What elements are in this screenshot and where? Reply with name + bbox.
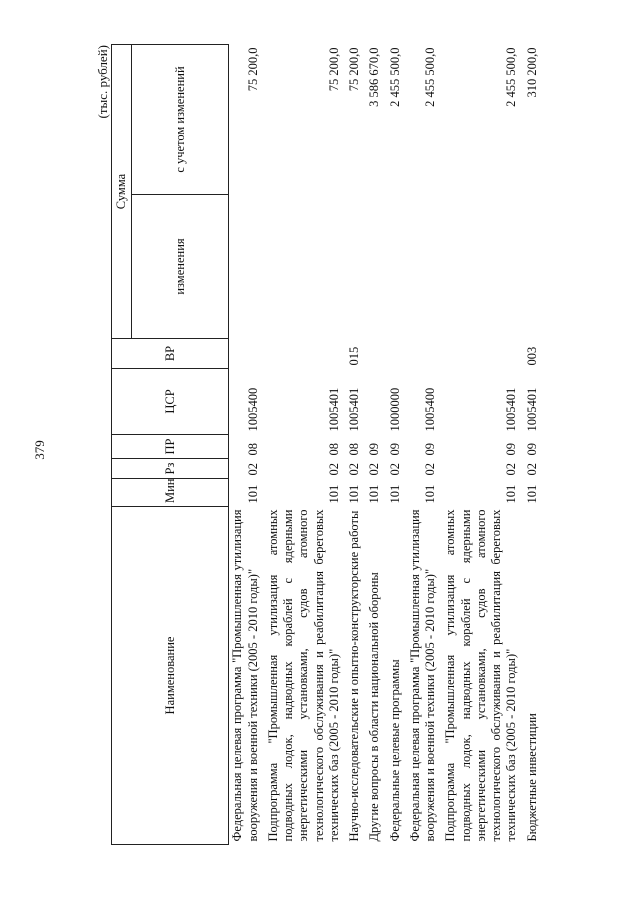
rotated-page-content xyxy=(95,45,575,845)
cell-changes xyxy=(407,195,443,339)
cell-rz: 02 xyxy=(347,463,361,476)
cell-rz: 02 xyxy=(423,463,437,476)
cell-min: 101 xyxy=(367,484,382,504)
cell-pr: 09 xyxy=(423,443,437,456)
table-row xyxy=(387,45,407,845)
cell-vr xyxy=(366,339,386,369)
cell-vr: 003 xyxy=(524,346,539,366)
header-sum: Сумма xyxy=(112,45,132,339)
table-row xyxy=(229,45,265,845)
cell-rz: 02 xyxy=(326,463,341,476)
cell-rz: 02 xyxy=(245,463,260,476)
header-changes: изменения xyxy=(132,195,229,339)
budget-table xyxy=(111,44,544,845)
cell-pr: 09 xyxy=(504,443,519,456)
cell-min: 101 xyxy=(504,484,519,504)
cell-total: 310 200,0 xyxy=(524,47,539,98)
header-csr: ЦСР xyxy=(112,369,229,435)
cell-csr xyxy=(366,369,386,435)
header-with-changes: с учетом изменений xyxy=(132,45,229,195)
units-label: (тыс. рублей) xyxy=(95,45,110,119)
cell-name: Подпрограмма "Промышленная утилизация атомных подводных лодок, надводных кораблей с ядерными энергетическими установками, судов атомного технологического обслуживания и реабилитация береговых технических баз (2005 - 2010 годы)" xyxy=(443,509,519,842)
cell-pr: 08 xyxy=(245,443,260,456)
cell-pr: 09 xyxy=(387,443,402,456)
cell-vr xyxy=(229,339,265,369)
cell-csr: 1005400 xyxy=(245,387,260,432)
cell-rz: 02 xyxy=(504,463,519,476)
cell-rz: 02 xyxy=(367,463,382,476)
table-body xyxy=(229,45,544,845)
cell-total: 2 455 500,0 xyxy=(387,47,402,107)
cell-changes xyxy=(387,195,407,339)
cell-name: Другие вопросы в области национальной обороны xyxy=(367,572,382,842)
table-row xyxy=(265,45,346,845)
header-pr: ПР xyxy=(112,435,229,459)
cell-pr: 08 xyxy=(326,443,341,456)
cell-min: 101 xyxy=(347,484,361,504)
cell-changes xyxy=(442,195,523,339)
table-row xyxy=(366,45,386,845)
cell-changes xyxy=(346,195,366,339)
cell-vr xyxy=(265,339,346,369)
cell-total: 75 200,0 xyxy=(245,47,260,92)
cell-pr: 09 xyxy=(524,443,539,456)
cell-min: 101 xyxy=(524,484,539,504)
cell-csr: 1005401 xyxy=(504,387,519,432)
cell-name: Научно-исследовательские и опытно-конструкторские работы xyxy=(347,510,361,842)
cell-rz: 02 xyxy=(524,463,539,476)
cell-csr: 1005401 xyxy=(524,387,539,432)
cell-csr: 1005400 xyxy=(423,387,437,432)
cell-changes xyxy=(524,195,544,339)
header-name: Наименование xyxy=(112,507,229,845)
cell-total: 75 200,0 xyxy=(347,47,361,92)
cell-vr xyxy=(387,339,407,369)
cell-csr: 1005401 xyxy=(326,387,341,432)
header-min: Мин xyxy=(112,479,229,507)
cell-csr: 1005401 xyxy=(347,387,361,432)
cell-pr: 08 xyxy=(347,443,361,456)
cell-changes xyxy=(366,195,386,339)
header-vr: ВР xyxy=(112,339,229,369)
cell-name: Федеральные целевые программы xyxy=(387,659,402,842)
cell-min: 101 xyxy=(423,484,437,504)
table-row xyxy=(346,45,366,845)
cell-min: 101 xyxy=(387,484,402,504)
cell-vr: 015 xyxy=(347,346,361,366)
table-row xyxy=(524,45,544,845)
cell-rz: 02 xyxy=(387,463,402,476)
cell-csr: 1000000 xyxy=(387,387,402,432)
header-rz: Рз xyxy=(112,459,229,479)
cell-vr xyxy=(407,339,443,369)
cell-total: 3 586 670,0 xyxy=(367,47,382,107)
cell-name: Федеральная целевая программа "Промышленная утилизация вооружения и военной техники (2005 - 2010 годы)" xyxy=(230,509,260,842)
cell-name: Подпрограмма "Промышленная утилизация атомных подводных лодок, надводных кораблей с ядерными энергетическими установками, судов атомного технологического обслуживания и реабилитация береговых технических баз (2005 - 2010 годы)" xyxy=(265,509,341,842)
budget-sheet xyxy=(95,45,575,845)
cell-min: 101 xyxy=(245,484,260,504)
cell-min: 101 xyxy=(326,484,341,504)
cell-total: 2 455 500,0 xyxy=(423,47,437,107)
cell-total: 75 200,0 xyxy=(326,47,341,92)
page-number: 379 xyxy=(32,440,47,460)
cell-vr xyxy=(442,339,523,369)
cell-changes xyxy=(265,195,346,339)
table-row xyxy=(442,45,523,845)
cell-name: Бюджетные инвестиции xyxy=(524,713,539,842)
table-row xyxy=(407,45,443,845)
header-row xyxy=(112,45,132,845)
cell-pr: 09 xyxy=(367,443,382,456)
cell-changes xyxy=(229,195,265,339)
cell-total: 2 455 500,0 xyxy=(504,47,519,107)
cell-name: Федеральная целевая программа "Промышленная утилизация вооружения и военной техники (2005 - 2010 годы)" xyxy=(407,509,437,842)
